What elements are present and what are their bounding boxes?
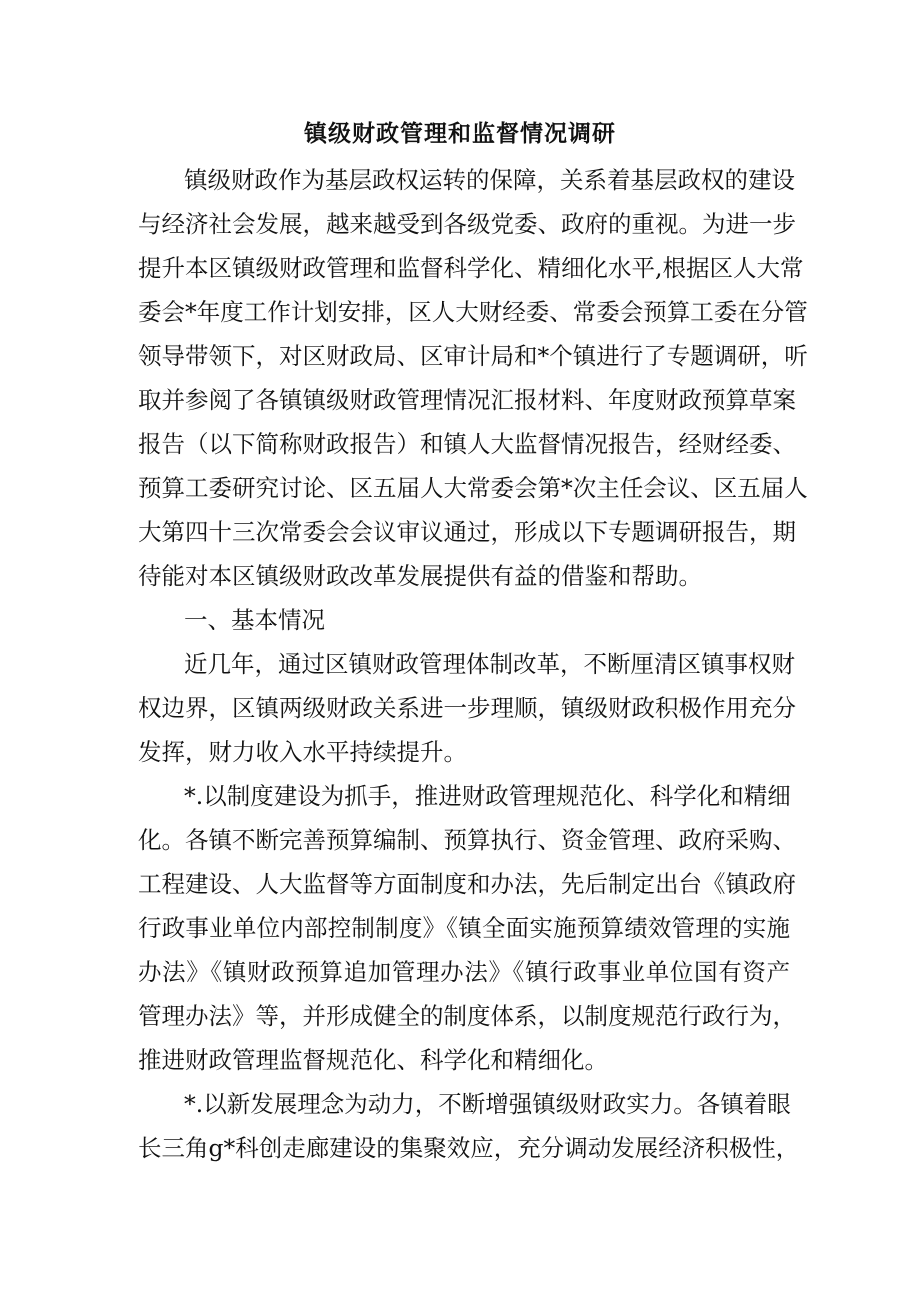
paragraph-line: 长三角g*科创走廊建设的集聚效应，充分调动发展经济积极性， [138, 1134, 800, 1162]
paragraph-line: 化。各镇不断完善预算编制、预算执行、资金管理、政府采购、 [138, 826, 796, 854]
paragraph-line: 待能对本区镇级财政改革发展提供有益的借鉴和帮助。 [138, 562, 702, 590]
paragraph-line: 委会*年度工作计划安排，区人大财经委、常委会预算工委在分管 [138, 298, 808, 326]
paragraph-line: *.以新发展理念为动力，不断增强镇级财政实力。各镇着眼 [184, 1090, 791, 1118]
section-heading: 一、基本情况 [184, 606, 325, 634]
paragraph-line: 提升本区镇级财政管理和监督科学化、精细化水平,根据区人大常 [138, 254, 804, 282]
paragraph-line: 推进财政管理监督规范化、科学化和精细化。 [138, 1046, 608, 1074]
paragraph-line: 办法》《镇财政预算追加管理办法》《镇行政事业单位国有资产 [138, 958, 790, 986]
paragraph-line: 取并参阅了各镇镇级财政管理情况汇报材料、年度财政预算草案 [138, 386, 796, 414]
paragraph-line: 工程建设、人大监督等方面制度和办法，先后制定出台《镇政府 [138, 870, 796, 898]
paragraph-line: 预算工委研究讨论、区五届人大常委会第*次主任会议、区五届人 [138, 474, 808, 502]
document-title: 镇级财政管理和监督情况调研 [304, 120, 616, 147]
paragraph-line: 大第四十三次常委会会议审议通过，形成以下专题调研报告，期 [138, 518, 796, 546]
paragraph-line: 发挥，财力收入水平持续提升。 [138, 738, 467, 766]
paragraph-line: 报告（以下简称财政报告）和镇人大监督情况报告，经财经委、 [138, 430, 796, 458]
paragraph-line: 权边界，区镇两级财政关系进一步理顺，镇级财政积极作用充分 [138, 694, 796, 722]
paragraph-line: 近几年，通过区镇财政管理体制改革，不断厘清区镇事权财 [184, 650, 795, 678]
paragraph-line: 与经济社会发展，越来越受到各级党委、政府的重视。为进一步 [138, 210, 796, 238]
paragraph-line: 领导带领下，对区财政局、区审计局和*个镇进行了专题调研，听 [138, 342, 808, 370]
paragraph-line: 镇级财政作为基层政权运转的保障，关系着基层政权的建设 [184, 166, 795, 194]
paragraph-line: *.以制度建设为抓手，推进财政管理规范化、科学化和精细 [184, 782, 791, 810]
paragraph-line: 管理办法》等，并形成健全的制度体系，以制度规范行政行为， [138, 1002, 796, 1030]
paragraph-line: 行政事业单位内部控制制度》《镇全面实施预算绩效管理的实施 [138, 914, 790, 942]
